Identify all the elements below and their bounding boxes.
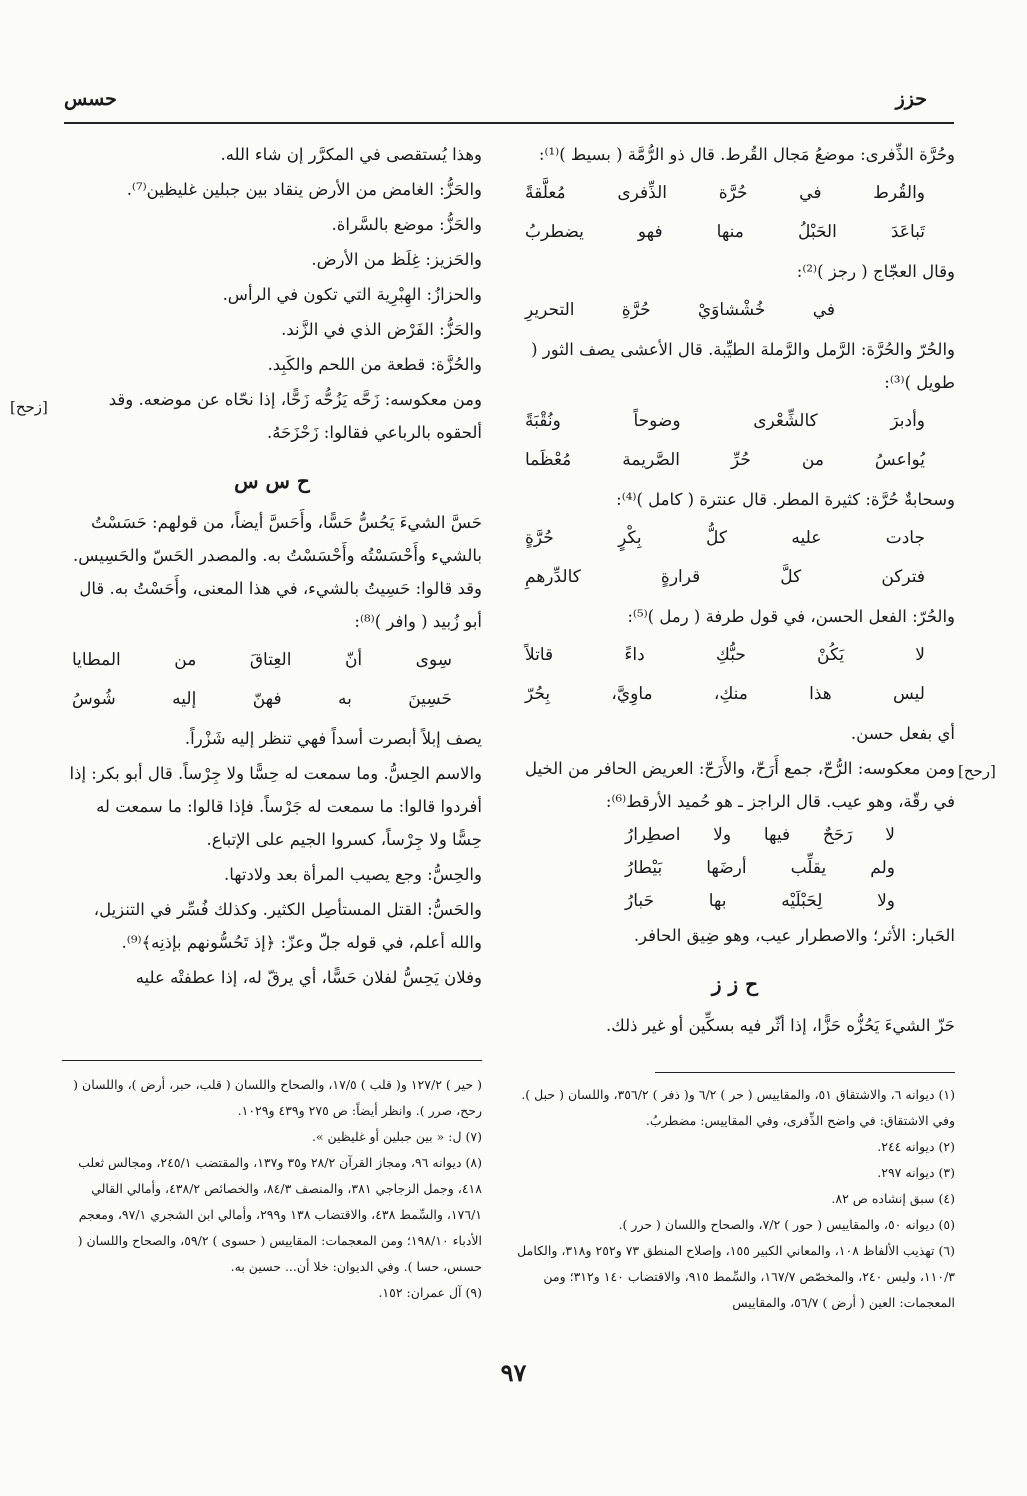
footnotes-left xyxy=(62,1072,482,1306)
entry-paragraph: وفلان يَحِسُّ لفلان حَسًّا، أي يرقّ له، إذا عطفتْه عليه xyxy=(135,968,482,987)
entry-paragraph: حَزّ الشيءَ يَحُزُّه حَزًّا، إذا أثّر فيه بسكِّين أو غير ذلك. xyxy=(605,1016,955,1035)
entry-paragraph: والحَزيز: غِلَظ من الأرض. xyxy=(311,250,482,269)
verse-line: لا يَكُنْ حبُّكِ داءً قاتلاً xyxy=(525,645,925,665)
header-root-left: حسس xyxy=(64,88,117,110)
entry-paragraph: يصف إبلاً أبصرت أسداً فهي تنظر إليه شَزْراً. xyxy=(184,729,482,748)
entry-paragraph: والحَزُّ: الغامض من الأرض ينقاد بين جبلين غليظين⁽⁷⁾. xyxy=(126,180,482,199)
entry-paragraph: حَسَّ الشيءَ يَحُسُّ حَسًّا، وأَحَسَّ أيضاً، من قولهم: حَسَسْتُ بالشيء وأَحْسَسْتُه وأَحْسَسْتُ به. والمصدر الحَسّ والحَسِيس. وقد قالوا: حَسِيتُ بالشيء، في هذا المعنى، وأَحَسْتُ به. قال أبو زُبيد ( وافر )⁽⁸⁾: xyxy=(72,513,482,631)
entry-paragraph: والحزازُ: الهِبْرِية التي تكون في الرأس. xyxy=(222,285,482,304)
verse-line: يُواعسُ من حُرِّ الصَّريمة مُعْظَما xyxy=(525,450,925,470)
footnote-rule-left xyxy=(62,1060,482,1061)
footnote: (٧) ل: « بين جبلين أو غليظين ». xyxy=(311,1129,482,1144)
right-column xyxy=(515,138,955,1044)
entry-paragraph: والحُرّ والحُرَّة: الرَّمل والرَّملة الطيِّبة. قال الأعشى يصف الثور ( طويل )⁽³⁾: xyxy=(531,340,955,392)
entry-paragraph: ومن معكوسه: الرُّحّ، جمع أَرَحّ، والأَرَحّ: العريض الحافر من الخيل في رقّة، وهو عيب. قال الراجز ـ هو حُميد الأرقط⁽⁶⁾: xyxy=(524,759,955,811)
footnote: (٥) ديوانه ٥٠، والمقاييس ( حور ) ٧/٢، والصحاح واللسان ( حرر ). xyxy=(618,1217,955,1232)
entry-paragraph: وحُرَّة الذِّفرى: موضعُ مَجال القُرط. قال ذو الرُّمَّة ( بسيط )⁽¹⁾: xyxy=(538,145,955,164)
verse-line: ليس هذا منكِ، ماوِيَّ، بِحُرّ xyxy=(525,684,925,704)
footnote: (٤) سبق إنشاده ص ٨٢. xyxy=(831,1191,955,1206)
entry-paragraph: والحُزَّة: قطعة من اللحم والكَبِد. xyxy=(267,355,482,374)
page-number: ٩٧ xyxy=(500,1358,527,1387)
footnote: (٨) ديوانه ٩٦، ومجاز القرآن ٢٨/٢ و٣٥ و١٣٧، والمقتضب ٢٤٥/١، ومجالس ثعلب ٤١٨، وجمل الزجاجي ٣٨١، والمنصف ٨٤/٣، والخصائص ٤٣٨/٢، وأمالي القالي ١٧٦/١، والسِّمط ٤٣٨، والاقتضاب ١٣٨ و٢٩٩، وأمالي ابن الشجري ٩٧/١، ومعجم الأدباء ١٩٨/١٠؛ ومن المعجمات: المقاييس ( حسوى ) ٥٩/٢، والصحاح واللسان ( حسس، حسا ). وفي الديوان: خلا أن... حسين به. xyxy=(77,1155,482,1274)
footnote: (١) ديوانه ٦، والاشتقاق ٥١، والمقاييس ( حر ) ٦/٢ و( ذفر ) ٣٥٦/٢، واللسان ( حبل ). وفي الاشتقاق: في واضح الذِّفرى، وفي المقاييس: مضطربُ. xyxy=(521,1087,955,1128)
cross-ref-tag: [رحح] xyxy=(958,762,996,780)
entry-paragraph: والحَزُّ: الفَرْض الذي في الزَّند. xyxy=(281,320,482,339)
footnote: (٣) ديوانه ٢٩٧. xyxy=(877,1165,955,1180)
entry-paragraph: والحِسُّ: وجع يصيب المرأة بعد ولادتها. xyxy=(224,865,482,884)
entry-paragraph: والاسم الحِسُّ. وما سمعت له حِسًّا ولا جِرْساً. قال أبو بكر: إذا أفردوا قالوا: ما سمعت له جَرْساً. فإذا قالوا: ما سمعت له حِسًّا ولا جِرْساً، كسروا الجيم على الإتباع. xyxy=(69,764,482,849)
footnotes-right xyxy=(515,1082,955,1316)
footnote: ( حير ) ١٢٧/٢ و( قلب ) ١٧/٥، والصحاح واللسان ( قلب، حبر، أرض )، واللسان ( رحح، صرر ). وانظر أيضاً: ص ٢٧٥ و٤٣٩ و١٠٢٩. xyxy=(73,1077,482,1118)
verse-line: في خُشْشاوَيْ حُرَّةِ التحريرِ xyxy=(525,300,835,320)
footnote: (٦) تهذيب الألفاظ ١٠٨، والمعاني الكبير ١٥٥، وإصلاح المنطق ٧٣ و٢٥٢ و٣١٨، والكامل ١١٠/٣، وليس ٢٤٠، والمخصّص ١٦٧/٧، والسِّمط ٩١٥، والاقتضاب ١٤٠ و٣١٢؛ ومن المعجمات: العين ( أرض ) ٥٦/٧، والمقاييس xyxy=(517,1243,955,1310)
verse-line: لا رَحَحٌ فيها ولا اصطِرارُ xyxy=(625,825,895,845)
entry-paragraph: والحَزُّ: موضع بالسَّراة. xyxy=(331,215,482,234)
left-column xyxy=(62,138,482,996)
entry-paragraph: وسحابةٌ حُرَّة: كثيرة المطر. قال عنترة ( كامل )⁽⁴⁾: xyxy=(616,490,955,509)
verse-line: حَسِينَ به فهنّ إليه شُوسُ xyxy=(72,689,452,709)
entry-paragraph: أي بفعل حسن. xyxy=(850,724,955,743)
verse-line: جادت عليه كلُّ بِكْرٍ حُرَّةٍ xyxy=(525,528,925,548)
entry-paragraph: الحَبار: الأثر؛ والاصطرار عيب، وهو ضِيق الحافر. xyxy=(633,926,955,945)
entry-paragraph: ومن معكوسه: زَحَّه يَزُحُّه زَحًّا، إذا نحّاه عن موضعه. وقد ألحقوه بالرباعي فقالوا: زَحْزَحَهُ. xyxy=(108,390,482,442)
verse-line: ولم يقلِّب أرضَها بَيْطارُ xyxy=(625,858,895,878)
section-heading: ح س س xyxy=(234,469,310,493)
entry-paragraph: وهذا يُستقصى في المكرَّر إن شاء الله. xyxy=(220,145,482,164)
footnote: (٢) ديوانه ٢٤٤. xyxy=(877,1139,955,1154)
entry-paragraph: وقال العجّاج ( رجز )⁽²⁾: xyxy=(796,262,955,281)
verse-line: تَباعَدَ الحَبْلُ منها فهو يضطربُ xyxy=(525,222,925,242)
verse-line: وأدبرَ كالشِّعْرى وضوحاً ونُقْبَةً xyxy=(525,411,925,431)
verse-line: ولا لِحَبْلَيْه بها حَبارُ xyxy=(625,891,895,911)
cross-ref-tag: [زحح] xyxy=(10,398,48,416)
footnote: (٩) آل عمران: ١٥٢. xyxy=(378,1285,482,1300)
section-heading: ح ز ز xyxy=(711,972,759,996)
footnote-rule-right xyxy=(655,1072,955,1073)
verse-line: فتركن كلَّ قرارةٍ كالدِّرهمِ xyxy=(525,567,925,587)
entry-paragraph: والحَسُّ: القتل المستأصِل الكثير. وكذلك فُسِّر في التنزيل، والله أعلم، في قوله جلّ وعزّ: ﴿إذ تَحُسُّونهم بإذنِه﴾⁽⁹⁾. xyxy=(93,900,482,952)
verse-line: سِوى أنّ العِتاقَ من المطايا xyxy=(72,650,452,670)
header-root-right: حزز xyxy=(895,88,927,110)
header-rule xyxy=(64,122,954,124)
verse-line: والقُرط في حُرَّة الذِّفرى مُعلَّقةً xyxy=(525,183,925,203)
entry-paragraph: والحُرّ: الفعل الحسن، في قول طرفة ( رمل )⁽⁵⁾: xyxy=(627,607,955,626)
